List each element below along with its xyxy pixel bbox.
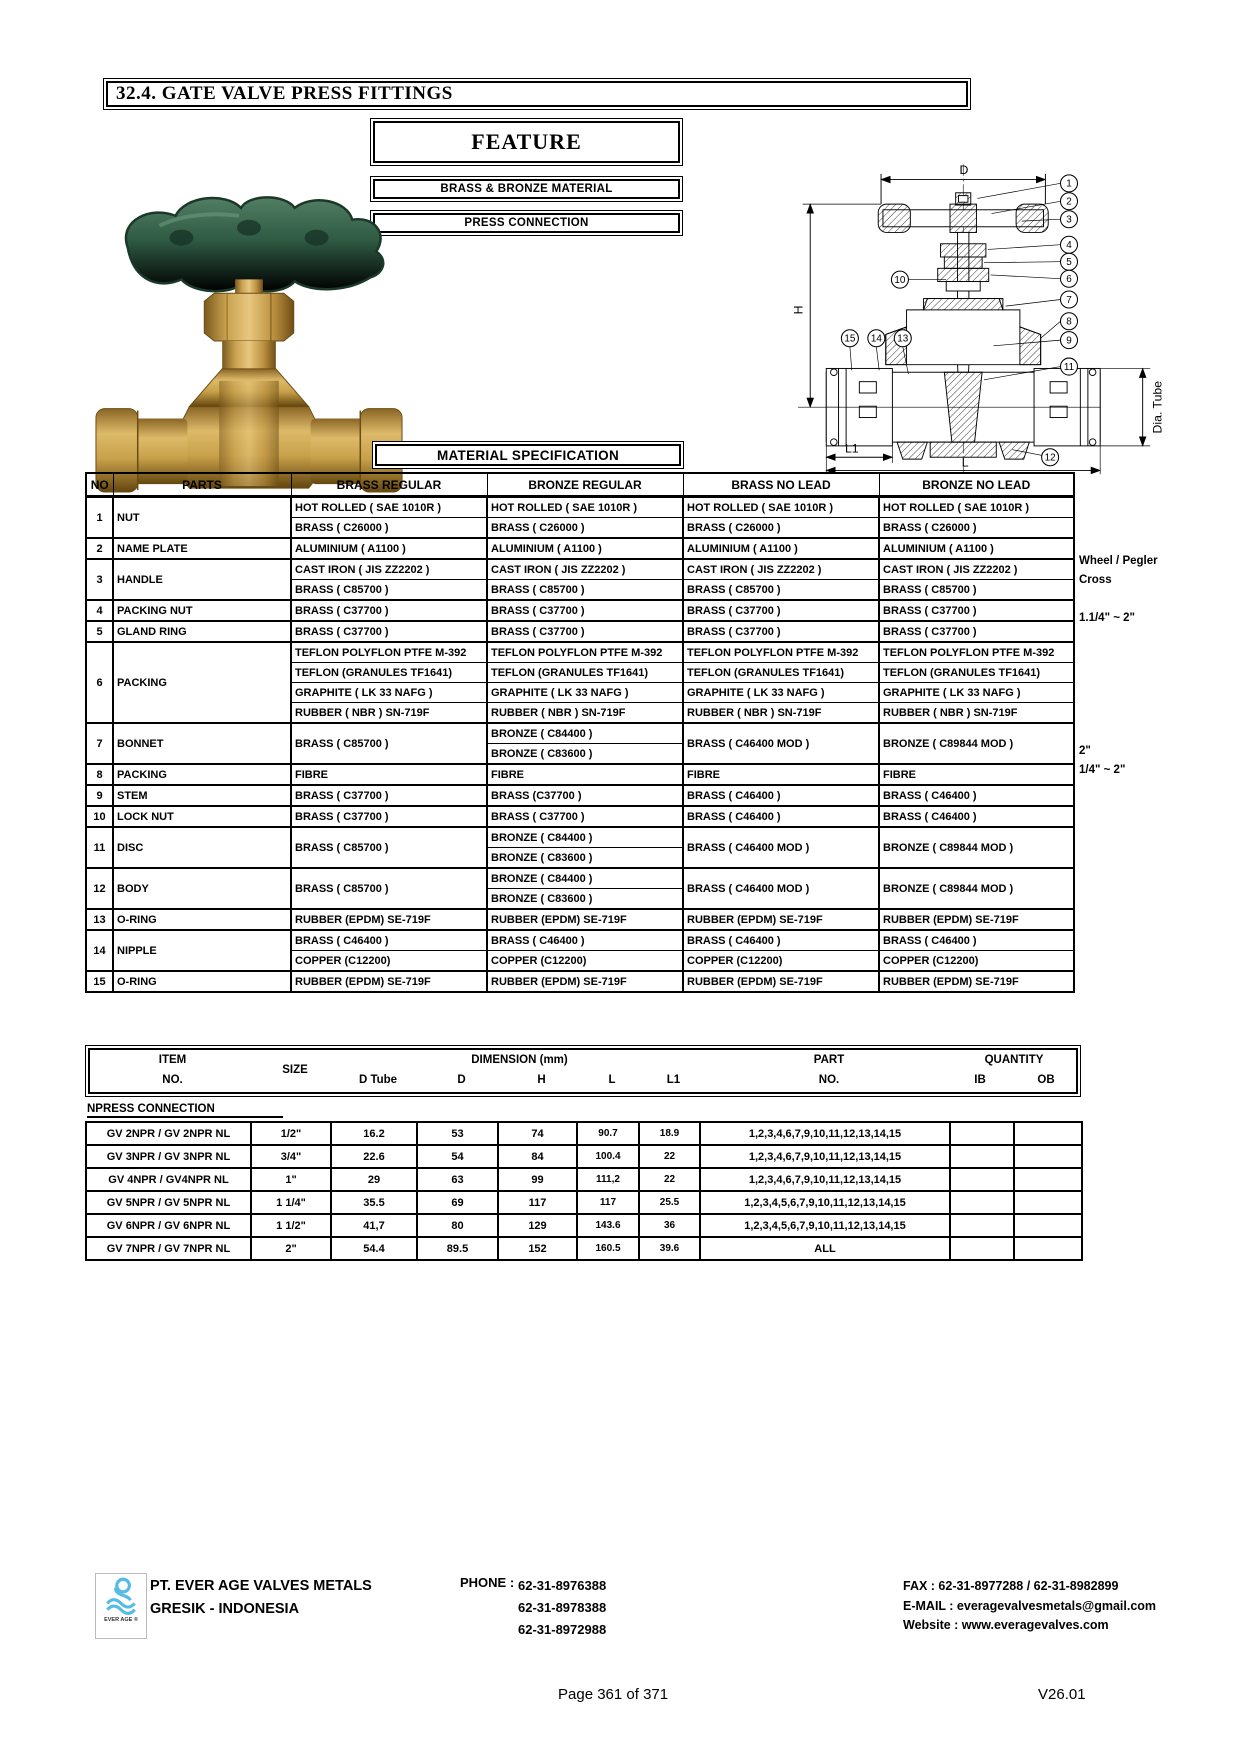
feature-item-connection — [370, 210, 683, 236]
dimension-cell: 84 — [498, 1145, 577, 1168]
dimension-cell — [950, 1122, 1014, 1145]
material-cell: 14 — [86, 930, 113, 971]
material-cell: O-RING — [113, 909, 291, 930]
material-cell: BRASS ( C37700 ) — [683, 621, 879, 642]
material-cell: GLAND RING — [113, 621, 291, 642]
col-header-no: NO — [86, 473, 113, 497]
material-spec-section — [85, 472, 1241, 993]
material-cell: BRASS ( C85700 ) — [291, 827, 487, 868]
material-cell: BRONZE ( C89844 MOD ) — [879, 827, 1074, 868]
material-cell: 12 — [86, 868, 113, 909]
material-cell: 7 — [86, 723, 113, 764]
material-cell: BODY — [113, 868, 291, 909]
material-cell: RUBBER (EPDM) SE-719F — [291, 971, 487, 992]
material-cell: BRONZE ( C83600 ) — [487, 848, 683, 869]
material-table-row — [86, 723, 1074, 744]
callout-number-6: 6 — [1066, 274, 1072, 286]
material-cell: NUT — [113, 497, 291, 539]
dimension-cell — [1014, 1214, 1082, 1237]
dimension-cell — [1014, 1237, 1082, 1260]
material-cell: HOT ROLLED ( SAE 1010R ) — [291, 497, 487, 518]
dimension-cell: 1,2,3,4,6,7,9,10,11,12,13,14,15 — [700, 1145, 950, 1168]
material-cell: PACKING — [113, 642, 291, 723]
material-cell: BRASS (C37700 ) — [487, 785, 683, 806]
dimension-cell: 39.6 — [639, 1237, 700, 1260]
material-cell: BRASS ( C37700 ) — [487, 600, 683, 621]
material-table-row — [86, 827, 1074, 848]
material-cell: 6 — [86, 642, 113, 723]
material-cell: RUBBER ( NBR ) SN-719F — [879, 703, 1074, 724]
material-cell: CAST IRON ( JIS ZZ2202 ) — [291, 559, 487, 580]
dim-label-h: H — [791, 305, 806, 315]
callout-number-2: 2 — [1066, 196, 1072, 208]
material-cell: 5 — [86, 621, 113, 642]
dimension-table-row — [86, 1237, 1082, 1260]
material-cell: RUBBER (EPDM) SE-719F — [487, 909, 683, 930]
material-cell: BRASS ( C37700 ) — [879, 600, 1074, 621]
dimension-cell: 69 — [417, 1191, 498, 1214]
dimension-cell: 54.4 — [331, 1237, 417, 1260]
material-cell: COPPER (C12200) — [291, 951, 487, 972]
material-cell: RUBBER (EPDM) SE-719F — [683, 909, 879, 930]
material-cell: TEFLON POLYFLON PTFE M-392 — [487, 642, 683, 663]
fax-line: FAX : 62-31-8977288 / 62-31-8982899 — [903, 1579, 1119, 1593]
material-cell: BRASS ( C26000 ) — [879, 518, 1074, 539]
material-cell: BRASS ( C26000 ) — [487, 518, 683, 539]
phone-label: PHONE : — [460, 1575, 515, 1590]
material-cell: PACKING NUT — [113, 600, 291, 621]
material-cell: BRASS ( C46400 ) — [683, 785, 879, 806]
dimension-cell: GV 5NPR / GV 5NPR NL — [86, 1191, 251, 1214]
contact-info — [903, 1577, 1156, 1636]
material-cell: BRONZE ( C89844 MOD ) — [879, 868, 1074, 909]
dimension-cell: 89.5 — [417, 1237, 498, 1260]
table-side-note: 1.1/4" ~ 2" — [1079, 612, 1135, 624]
dimension-cell: 1 1/4" — [251, 1191, 331, 1214]
dimension-cell: 3/4" — [251, 1145, 331, 1168]
material-cell: 2 — [86, 538, 113, 559]
material-cell: BRASS ( C85700 ) — [683, 580, 879, 601]
dimension-cell: ALL — [700, 1237, 950, 1260]
callout-number-15: 15 — [844, 333, 856, 345]
feature-item-connection-label: PRESS CONNECTION — [373, 213, 680, 233]
dimension-cell: GV 2NPR / GV 2NPR NL — [86, 1122, 251, 1145]
dimension-cell: 160.5 — [577, 1237, 639, 1260]
dimension-cell: 100.4 — [577, 1145, 639, 1168]
material-cell: GRAPHITE ( LK 33 NAFG ) — [879, 683, 1074, 703]
material-table-row — [86, 559, 1074, 580]
email-line: E-MAIL : everagevalvesmetals@gmail.com — [903, 1598, 1157, 1613]
dimension-cell: 1/2" — [251, 1122, 331, 1145]
material-cell: TEFLON (GRANULES TF1641) — [879, 663, 1074, 683]
material-table-row — [86, 806, 1074, 827]
dimension-table-header — [88, 1048, 1078, 1094]
material-spec-title-box — [372, 441, 684, 469]
material-cell: BRASS ( C46400 ) — [879, 930, 1074, 951]
material-table-row — [86, 642, 1074, 663]
dimension-cell: GV 7NPR / GV 7NPR NL — [86, 1237, 251, 1260]
col-header-bronze-no-lead: BRONZE NO LEAD — [879, 473, 1074, 497]
feature-item-material — [370, 176, 683, 202]
dimension-cell: 80 — [417, 1214, 498, 1237]
material-cell: GRAPHITE ( LK 33 NAFG ) — [487, 683, 683, 703]
dimension-cell: 54 — [417, 1145, 498, 1168]
material-specification-table — [85, 472, 1075, 993]
material-cell: BRASS ( C37700 ) — [487, 806, 683, 827]
material-cell: HOT ROLLED ( SAE 1010R ) — [879, 497, 1074, 518]
dimension-cell — [1014, 1145, 1082, 1168]
material-cell: BONNET — [113, 723, 291, 764]
section-title: 32.4. GATE VALVE PRESS FITTINGS — [106, 81, 968, 107]
dimension-cell — [1014, 1191, 1082, 1214]
material-cell: NAME PLATE — [113, 538, 291, 559]
header-ob: OB — [1037, 1074, 1055, 1086]
dimension-cell: 117 — [577, 1191, 639, 1214]
col-header-brass-regular: BRASS REGULAR — [291, 473, 487, 497]
dimension-cell: 22 — [639, 1145, 700, 1168]
dimension-cell: 117 — [498, 1191, 577, 1214]
header-size: SIZE — [282, 1064, 308, 1076]
material-cell: RUBBER (EPDM) SE-719F — [879, 909, 1074, 930]
dimension-cell — [950, 1145, 1014, 1168]
material-table-row — [86, 785, 1074, 806]
dimension-cell: 41,7 — [331, 1214, 417, 1237]
dimension-cell: 36 — [639, 1214, 700, 1237]
material-cell: HOT ROLLED ( SAE 1010R ) — [683, 497, 879, 518]
material-cell: 1 — [86, 497, 113, 539]
valve-handwheel — [126, 197, 383, 291]
dimension-cell: 90.7 — [577, 1122, 639, 1145]
material-cell: CAST IRON ( JIS ZZ2202 ) — [683, 559, 879, 580]
company-name: PT. EVER AGE VALVES METALS — [150, 1578, 372, 1594]
material-cell: TEFLON (GRANULES TF1641) — [487, 663, 683, 683]
valve-body — [96, 279, 402, 492]
material-table-row — [86, 971, 1074, 992]
callout-number-10: 10 — [894, 274, 906, 286]
phone-number: 62-31-8976388 — [518, 1578, 607, 1593]
material-cell: ALUMINIUM ( A1100 ) — [879, 538, 1074, 559]
header-item-no: NO. — [162, 1074, 183, 1086]
table-side-note: 2" — [1079, 745, 1091, 757]
material-cell: BRASS ( C46400 ) — [683, 806, 879, 827]
material-cell: PACKING — [113, 764, 291, 785]
col-header-brass-no-lead: BRASS NO LEAD — [683, 473, 879, 497]
material-cell: BRASS ( C37700 ) — [879, 621, 1074, 642]
everage-logo-icon — [100, 1574, 142, 1616]
material-cell: BRASS ( C37700 ) — [291, 806, 487, 827]
material-table-row — [86, 868, 1074, 889]
material-cell: CAST IRON ( JIS ZZ2202 ) — [487, 559, 683, 580]
material-cell: BRONZE ( C84400 ) — [487, 723, 683, 744]
material-cell: 4 — [86, 600, 113, 621]
material-cell: COPPER (C12200) — [879, 951, 1074, 972]
material-cell: TEFLON (GRANULES TF1641) — [291, 663, 487, 683]
dimension-cell — [950, 1214, 1014, 1237]
feature-title: FEATURE — [373, 121, 680, 163]
dimension-cell: 1,2,3,4,5,6,7,9,10,11,12,13,14,15 — [700, 1214, 950, 1237]
dimension-cell — [950, 1168, 1014, 1191]
material-cell: BRASS ( C85700 ) — [487, 580, 683, 601]
material-cell: STEM — [113, 785, 291, 806]
material-cell: BRASS ( C46400 ) — [879, 806, 1074, 827]
material-cell: RUBBER ( NBR ) SN-719F — [291, 703, 487, 724]
version-label: V26.01 — [1038, 1686, 1086, 1703]
col-header-parts: PARTS — [113, 473, 291, 497]
material-cell: BRASS ( C85700 ) — [291, 868, 487, 909]
col-header-bronze-regular: BRONZE REGULAR — [487, 473, 683, 497]
dimension-cell: 74 — [498, 1122, 577, 1145]
material-cell: 15 — [86, 971, 113, 992]
callout-number-8: 8 — [1066, 316, 1072, 328]
material-cell: RUBBER (EPDM) SE-719F — [487, 971, 683, 992]
dimension-cell: 129 — [498, 1214, 577, 1237]
material-cell: RUBBER (EPDM) SE-719F — [683, 971, 879, 992]
dimension-cell: 1,2,3,4,6,7,9,10,11,12,13,14,15 — [700, 1168, 950, 1191]
dimension-cell — [950, 1237, 1014, 1260]
material-cell: BRASS ( C46400 ) — [879, 785, 1074, 806]
company-location: GRESIK - INDONESIA — [150, 1601, 300, 1617]
material-table-row — [86, 909, 1074, 930]
phone-numbers — [518, 1575, 606, 1641]
material-table-row — [86, 621, 1074, 642]
material-cell: ALUMINIUM ( A1100 ) — [291, 538, 487, 559]
material-cell: COPPER (C12200) — [487, 951, 683, 972]
dimension-cell — [1014, 1168, 1082, 1191]
header-h: H — [537, 1074, 546, 1086]
dimension-cell: 16.2 — [331, 1122, 417, 1145]
material-cell: BRASS ( C37700 ) — [291, 621, 487, 642]
material-cell: BRONZE ( C84400 ) — [487, 868, 683, 889]
material-cell: BRASS ( C46400 ) — [487, 930, 683, 951]
dim-label-d: D — [959, 162, 969, 177]
material-cell: FIBRE — [487, 764, 683, 785]
material-cell: FIBRE — [879, 764, 1074, 785]
header-d: D — [457, 1074, 466, 1086]
dimension-cell: 1" — [251, 1168, 331, 1191]
material-cell: BRASS ( C37700 ) — [291, 785, 487, 806]
material-cell: 13 — [86, 909, 113, 930]
material-cell: FIBRE — [291, 764, 487, 785]
material-cell: LOCK NUT — [113, 806, 291, 827]
material-cell: GRAPHITE ( LK 33 NAFG ) — [683, 683, 879, 703]
callout-number-11: 11 — [1063, 361, 1075, 373]
dimension-cell: 29 — [331, 1168, 417, 1191]
dim-label-l: L — [961, 455, 969, 470]
dimension-cell: 18.9 — [639, 1122, 700, 1145]
product-photo — [90, 182, 408, 500]
dimension-cell: 152 — [498, 1237, 577, 1260]
dimension-cell: 1,2,3,4,6,7,9,10,11,12,13,14,15 — [700, 1122, 950, 1145]
dimension-table-row — [86, 1122, 1082, 1145]
material-cell: BRONZE ( C89844 MOD ) — [879, 723, 1074, 764]
material-cell: BRONZE ( C83600 ) — [487, 889, 683, 910]
material-cell: COPPER (C12200) — [683, 951, 879, 972]
callout-number-9: 9 — [1066, 335, 1072, 347]
material-cell: BRASS ( C37700 ) — [487, 621, 683, 642]
material-cell: BRASS ( C46400 MOD ) — [683, 827, 879, 868]
dimension-table-row — [86, 1145, 1082, 1168]
website-line: Website : www.everagevalves.com — [903, 1618, 1109, 1632]
header-part: PART — [813, 1054, 845, 1066]
dimension-table-row — [86, 1168, 1082, 1191]
material-table-row — [86, 930, 1074, 951]
material-table-row — [86, 538, 1074, 559]
header-l1: L1 — [666, 1074, 681, 1086]
dimension-cell: GV 4NPR / GV4NPR NL — [86, 1168, 251, 1191]
material-cell: GRAPHITE ( LK 33 NAFG ) — [291, 683, 487, 703]
material-spec-title: MATERIAL SPECIFICATION — [375, 444, 681, 466]
material-cell: BRASS ( C46400 ) — [683, 930, 879, 951]
material-cell: TEFLON (GRANULES TF1641) — [683, 663, 879, 683]
material-cell: HOT ROLLED ( SAE 1010R ) — [487, 497, 683, 518]
table-side-note: Wheel / Pegler — [1079, 555, 1158, 567]
dimension-cell — [1014, 1122, 1082, 1145]
dimension-cell: 22 — [639, 1168, 700, 1191]
material-cell: BRONZE ( C83600 ) — [487, 744, 683, 765]
material-cell: BRASS ( C26000 ) — [683, 518, 879, 539]
dimension-cell: GV 3NPR / GV 3NPR NL — [86, 1145, 251, 1168]
material-cell: BRASS ( C85700 ) — [291, 580, 487, 601]
material-cell: BRASS ( C85700 ) — [879, 580, 1074, 601]
material-cell: 9 — [86, 785, 113, 806]
material-cell: BRASS ( C46400 MOD ) — [683, 868, 879, 909]
material-cell: RUBBER ( NBR ) SN-719F — [487, 703, 683, 724]
company-logo — [95, 1573, 147, 1639]
dimension-cell: 1,2,3,4,5,6,7,9,10,11,12,13,14,15 — [700, 1191, 950, 1214]
material-table-header-row — [86, 473, 1074, 497]
material-cell: DISC — [113, 827, 291, 868]
material-cell: 8 — [86, 764, 113, 785]
gate-valve-photo — [90, 182, 408, 500]
header-d-tube: D Tube — [358, 1074, 398, 1086]
material-cell: BRONZE ( C84400 ) — [487, 827, 683, 848]
material-cell: RUBBER (EPDM) SE-719F — [291, 909, 487, 930]
dimension-cell — [950, 1191, 1014, 1214]
dim-label-dia-tube: Dia. Tube — [1150, 380, 1165, 434]
material-cell: BRASS ( C46400 MOD ) — [683, 723, 879, 764]
material-cell: HANDLE — [113, 559, 291, 600]
material-cell: NIPPLE — [113, 930, 291, 971]
header-item: ITEM — [158, 1054, 187, 1066]
dimension-table-row — [86, 1191, 1082, 1214]
table-side-note: Cross — [1079, 574, 1112, 586]
feature-item-material-label: BRASS & BRONZE MATERIAL — [373, 179, 680, 199]
gate-valve-drawing — [693, 138, 1241, 478]
material-table-row — [86, 764, 1074, 785]
material-cell: 11 — [86, 827, 113, 868]
callout-number-14: 14 — [870, 333, 882, 345]
dimension-data-table — [85, 1121, 1083, 1261]
callout-number-13: 13 — [897, 333, 909, 345]
material-cell: TEFLON POLYFLON PTFE M-392 — [291, 642, 487, 663]
material-cell: 10 — [86, 806, 113, 827]
phone-number: 62-31-8978388 — [518, 1600, 607, 1615]
dimension-cell: 1 1/2" — [251, 1214, 331, 1237]
material-cell: BRASS ( C46400 ) — [291, 930, 487, 951]
material-cell: 3 — [86, 559, 113, 600]
material-cell: RUBBER (EPDM) SE-719F — [879, 971, 1074, 992]
material-table-row — [86, 497, 1074, 518]
callout-number-5: 5 — [1066, 257, 1072, 269]
callout-number-12: 12 — [1044, 452, 1056, 464]
dimension-table-row — [86, 1214, 1082, 1237]
material-cell: ALUMINIUM ( A1100 ) — [683, 538, 879, 559]
phone-number: 62-31-8972988 — [518, 1622, 607, 1637]
dimension-cell: 111,2 — [577, 1168, 639, 1191]
press-connection-section-label: NPRESS CONNECTION — [87, 1103, 283, 1118]
dimension-cell: 35.5 — [331, 1191, 417, 1214]
company-info — [150, 1575, 372, 1621]
section-title-box — [103, 78, 971, 110]
dimension-cell: 22.6 — [331, 1145, 417, 1168]
feature-box — [370, 118, 683, 166]
callout-number-3: 3 — [1066, 214, 1072, 226]
technical-diagram — [693, 138, 1241, 478]
material-cell: TEFLON POLYFLON PTFE M-392 — [683, 642, 879, 663]
dimension-table-header-box — [85, 1045, 1081, 1097]
dim-label-l1: L1 — [844, 441, 859, 456]
table-side-note: 1/4" ~ 2" — [1079, 764, 1126, 776]
material-cell: BRASS ( C37700 ) — [291, 600, 487, 621]
callout-number-1: 1 — [1066, 178, 1072, 190]
material-cell: BRASS ( C37700 ) — [683, 600, 879, 621]
dimension-cell: 143.6 — [577, 1214, 639, 1237]
header-quantity: QUANTITY — [984, 1054, 1044, 1066]
material-cell: BRASS ( C26000 ) — [291, 518, 487, 539]
dimension-cell: 25.5 — [639, 1191, 700, 1214]
logo-text: EVER AGE ® — [104, 1617, 138, 1623]
dimension-cell: GV 6NPR / GV 6NPR NL — [86, 1214, 251, 1237]
dimension-cell: 53 — [417, 1122, 498, 1145]
dimension-cell: 2" — [251, 1237, 331, 1260]
header-ib: IB — [974, 1074, 986, 1086]
header-l: L — [608, 1074, 616, 1086]
dimension-cell: 63 — [417, 1168, 498, 1191]
material-cell: O-RING — [113, 971, 291, 992]
material-cell: CAST IRON ( JIS ZZ2202 ) — [879, 559, 1074, 580]
material-cell: BRASS ( C85700 ) — [291, 723, 487, 764]
material-cell: FIBRE — [683, 764, 879, 785]
material-cell: TEFLON POLYFLON PTFE M-392 — [879, 642, 1074, 663]
header-dimension-group: DIMENSION (mm) — [471, 1054, 568, 1066]
header-part-no: NO. — [818, 1074, 840, 1086]
page-number: Page 361 of 371 — [558, 1686, 669, 1703]
material-cell: RUBBER ( NBR ) SN-719F — [683, 703, 879, 724]
callout-number-4: 4 — [1066, 240, 1072, 252]
dimension-cell: 99 — [498, 1168, 577, 1191]
material-table-row — [86, 600, 1074, 621]
material-cell: ALUMINIUM ( A1100 ) — [487, 538, 683, 559]
callout-number-7: 7 — [1066, 294, 1072, 306]
